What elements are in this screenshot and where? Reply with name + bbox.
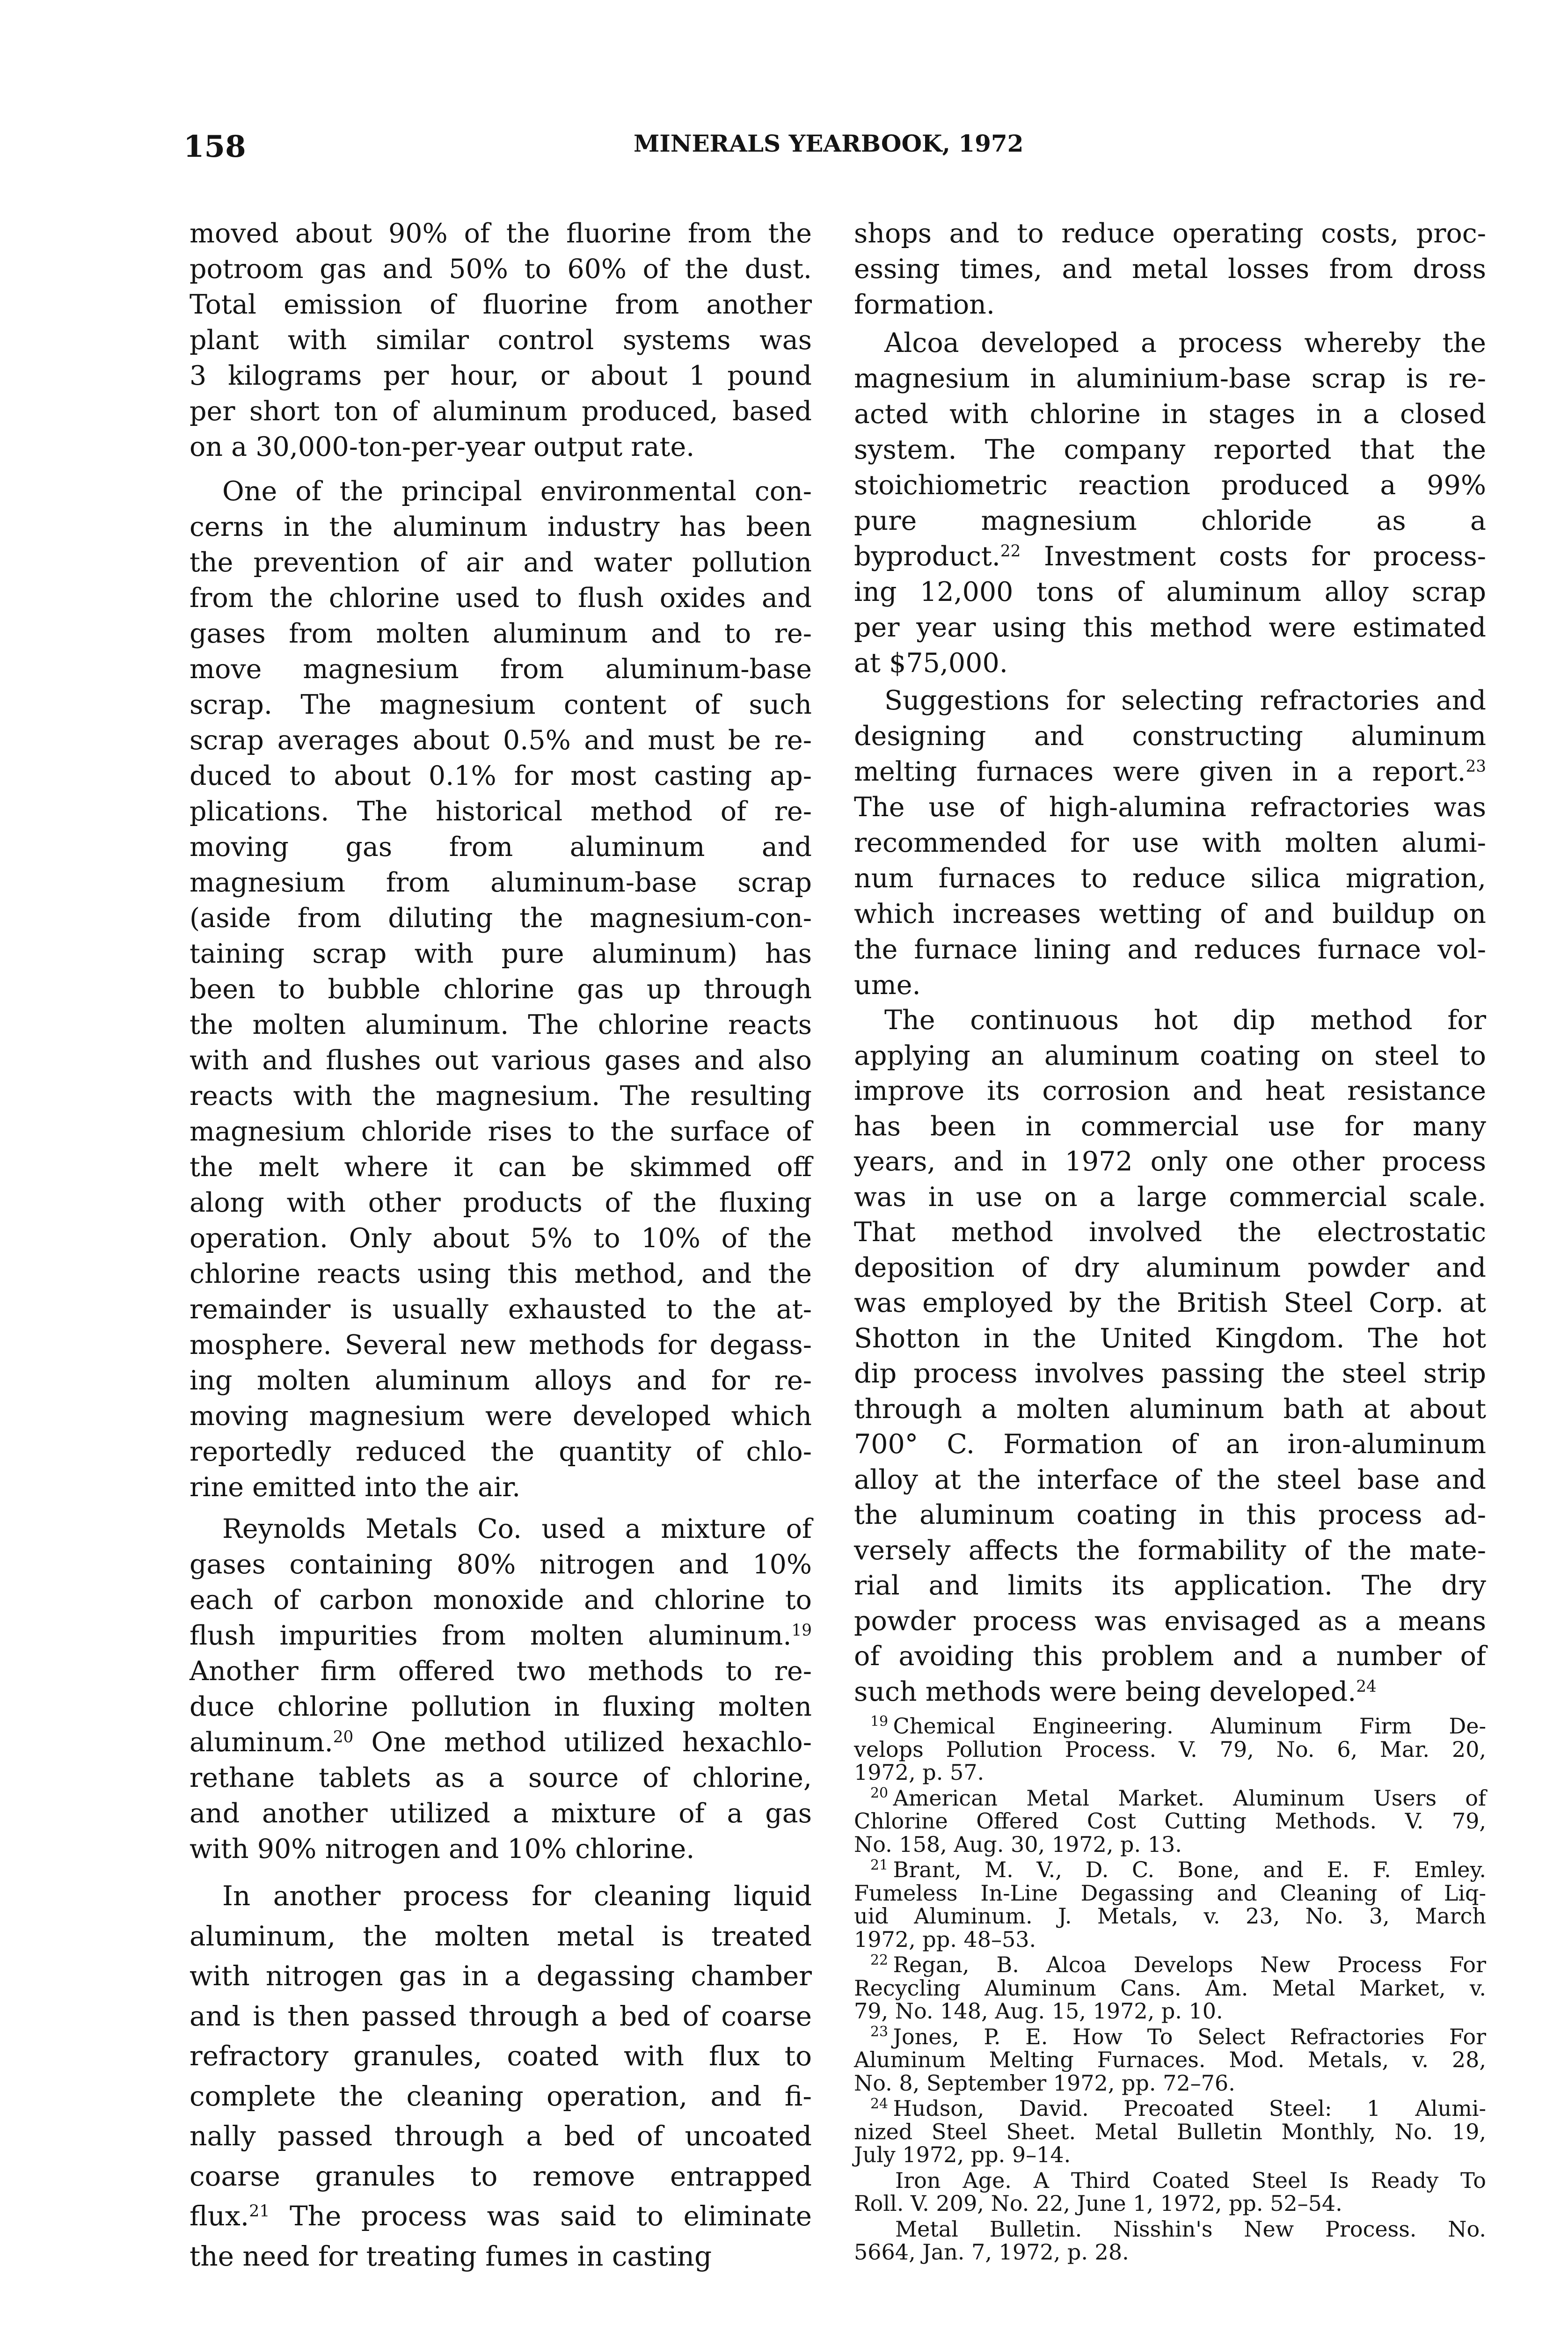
footnote-23 <box>854 2026 1486 2095</box>
text-line <box>854 1533 1486 1569</box>
text-line <box>190 1185 812 1221</box>
text-line <box>190 1292 812 1327</box>
text-line <box>854 610 1486 645</box>
text-line <box>190 2157 812 2197</box>
line-text: and another utilized a mixture of a gas <box>190 1798 812 1829</box>
text-line <box>190 794 812 829</box>
line-text: recommended for use with molten alumi- <box>854 827 1486 858</box>
text-line <box>190 972 812 1007</box>
line-text: Iron Age. A Third Coated Steel Is Ready To <box>895 2167 1486 2193</box>
text-line <box>190 758 812 794</box>
text-line <box>854 1568 1486 1604</box>
text-line <box>190 900 812 936</box>
line-text: July 1972, pp. 9–14. <box>854 2142 1071 2167</box>
left-column <box>190 0 812 2340</box>
line-text: years, and in 1972 only one other process <box>854 1146 1486 1177</box>
line-text: reportedly reduced the quantity of chlo- <box>190 1436 812 1467</box>
line-text: flush impurities from molten aluminum. <box>190 1620 792 1651</box>
footnote-24 <box>854 2097 1486 2167</box>
line-text: flux. <box>190 2200 249 2232</box>
line-text: with nitrogen gas in a degassing chamber <box>190 1960 812 1992</box>
text-line <box>854 2143 1486 2167</box>
line-text: aluminum, the molten metal is treated <box>190 1920 812 1952</box>
left-paragraph-4 <box>190 1876 812 2276</box>
text-line <box>190 251 812 287</box>
text-line <box>190 509 812 545</box>
line-text: Chlorine Offered Cost Cutting Methods. V. 79, <box>854 1808 1486 1834</box>
text-line <box>190 1725 812 1760</box>
line-text: versely affects the formability of the mate- <box>854 1535 1486 1566</box>
footnote-number: 22 <box>870 1952 889 1968</box>
line-text: moving gas from aluminum and <box>190 832 812 863</box>
line-text: coarse granules to remove entrapped <box>190 2160 812 2192</box>
line-text: gases containing 80% nitrogen and 10% <box>190 1549 812 1580</box>
text-line <box>190 474 812 509</box>
line-text: improve its corrosion and heat resistance <box>854 1075 1486 1106</box>
text-line <box>854 503 1486 539</box>
text-line <box>854 1953 1486 1977</box>
line-text: Fumeless In-Line Degassing and Cleaning of Liq- <box>854 1880 1486 1906</box>
text-line <box>190 1007 812 1043</box>
text-line <box>854 1977 1486 2000</box>
text-line <box>854 754 1486 790</box>
text-line <box>190 2036 812 2077</box>
text-line <box>854 645 1486 681</box>
page-number: 158 <box>183 129 246 164</box>
line-text: the melt where it can be skimmed off <box>190 1152 812 1183</box>
right-paragraph-4 <box>854 1003 1486 1710</box>
footnote-reference: 22 <box>1000 542 1021 561</box>
footnotes <box>854 1715 1486 2264</box>
footnote-reference: 20 <box>333 1728 354 1747</box>
text-line <box>854 2000 1486 2023</box>
line-text: through a molten aluminum bath at about <box>854 1393 1486 1425</box>
line-text: and is then passed through a bed of coarse <box>190 2000 812 2032</box>
text-line <box>190 2196 812 2237</box>
line-text: duced to about 0.1% for most casting ap- <box>190 760 812 791</box>
text-line <box>190 545 812 580</box>
text-line <box>854 2026 1486 2049</box>
text-line <box>854 216 1486 251</box>
line-text: applying an aluminum coating on steel to <box>854 1040 1486 1071</box>
line-text: No. 158, Aug. 30, 1972, p. 13. <box>854 1831 1182 1857</box>
text-line <box>190 1582 812 1618</box>
text-line <box>854 1639 1486 1675</box>
line-text: alloy at the interface of the steel base and <box>854 1464 1486 1495</box>
text-line <box>854 1144 1486 1180</box>
line-text: complete the cleaning operation, and fi- <box>190 2080 812 2112</box>
line-text: 5664, Jan. 7, 1972, p. 28. <box>854 2239 1129 2265</box>
text-line <box>854 2192 1486 2216</box>
right-paragraph-2 <box>854 325 1486 681</box>
left-paragraph-2 <box>190 474 812 1505</box>
text-line <box>190 1653 812 1689</box>
line-text: nized Steel Sheet. Metal Bulletin Monthly, No. 19, <box>854 2119 1486 2144</box>
footnote-number: 20 <box>870 1785 889 1802</box>
text-line <box>854 1858 1486 1882</box>
text-line <box>190 394 812 429</box>
line-text: with and flushes out various gases and also <box>190 1045 812 1076</box>
text-line <box>854 1109 1486 1145</box>
line-text: moving magnesium were developed which <box>190 1401 812 1432</box>
line-text: the need for treating fumes in casting <box>190 2240 712 2272</box>
line-text: shops and to reduce operating costs, proc- <box>854 218 1486 249</box>
text-line <box>190 1256 812 1292</box>
text-line <box>854 539 1486 574</box>
text-line <box>190 1470 812 1505</box>
line-text: duce chlorine pollution in fluxing molten <box>190 1691 812 1722</box>
line-text: taining scrap with pure aluminum) has <box>190 938 812 969</box>
line-text: plications. The historical method of re- <box>190 796 812 827</box>
line-text: from the chlorine used to flush oxides and <box>190 583 812 614</box>
line-text: ing 12,000 tons of aluminum alloy scrap <box>854 577 1486 607</box>
line-text: 79, No. 148, Aug. 15, 1972, p. 10. <box>854 1998 1223 2024</box>
text-line <box>190 1149 812 1185</box>
text-line <box>854 2072 1486 2095</box>
line-text: on a 30,000-ton-per-year output rate. <box>190 431 695 462</box>
line-text: deposition of dry aluminum powder and <box>854 1252 1486 1283</box>
text-line <box>854 1675 1486 1710</box>
text-line <box>854 1882 1486 1905</box>
text-line <box>854 2048 1486 2072</box>
right-column <box>854 0 1486 2340</box>
line-text: Hudson, David. Precoated Steel: 1 Alumi- <box>893 2096 1486 2121</box>
line-text: magnesium from aluminum-base scrap <box>190 867 812 898</box>
text-line <box>854 1905 1486 1928</box>
text-line <box>854 1038 1486 1074</box>
text-line <box>854 967 1486 1003</box>
text-line <box>190 1114 812 1149</box>
line-text: rethane tablets as a source of chlorine, <box>190 1762 812 1793</box>
left-paragraph-3 <box>190 1511 812 1867</box>
text-line <box>190 2116 812 2157</box>
line-text: melting furnaces were given in a report. <box>854 756 1466 787</box>
line-text: 700° C. Formation of an iron-aluminum <box>854 1429 1486 1460</box>
line-text: formation. <box>854 289 995 320</box>
line-text: nally passed through a bed of uncoated <box>190 2120 812 2152</box>
footnote-number: 21 <box>870 1857 889 1873</box>
text-line <box>190 1760 812 1796</box>
line-text: plant with similar control systems was <box>190 325 812 356</box>
line-text: Investment costs for process- <box>1021 541 1486 572</box>
line-text: designing and constructing aluminum <box>854 721 1486 752</box>
line-text: Regan, B. Alcoa Develops New Process For <box>893 1952 1486 1977</box>
left-paragraph-1 <box>190 216 812 465</box>
line-text: pure magnesium chloride as a <box>854 505 1486 536</box>
line-text: with 90% nitrogen and 10% chlorine. <box>190 1834 695 1865</box>
text-line <box>854 825 1486 861</box>
footnote-number: 23 <box>870 2024 889 2040</box>
text-line <box>854 2121 1486 2144</box>
line-text: scrap averages about 0.5% and must be re- <box>190 725 812 756</box>
line-text: 1972, p. 57. <box>854 1760 985 1785</box>
line-text: num furnaces to reduce silica migration, <box>854 863 1486 894</box>
line-text: refractory granules, coated with flux to <box>190 2040 812 2072</box>
line-text: uid Aluminum. J. Metals, v. 23, No. 3, March <box>854 1903 1486 1929</box>
text-line <box>854 1761 1486 1784</box>
line-text: scrap. The magnesium content of such <box>190 689 812 720</box>
line-text: been to bubble chlorine gas up through <box>190 974 812 1005</box>
line-text: American Metal Market. Aluminum Users of <box>893 1785 1486 1811</box>
text-line <box>854 432 1486 468</box>
running-title: MINERALS YEARBOOK, 1972 <box>634 130 1024 157</box>
line-text: per short ton of aluminum produced, based <box>190 396 812 427</box>
text-line <box>854 1604 1486 1639</box>
right-paragraph-3 <box>854 683 1486 1003</box>
line-text: (aside from diluting the magnesium-con- <box>190 903 812 934</box>
text-line <box>854 1250 1486 1286</box>
text-line <box>854 896 1486 932</box>
text-line <box>854 1738 1486 1762</box>
line-text: Aluminum Melting Furnaces. Mod. Metals, v. 28, <box>854 2047 1486 2072</box>
text-line <box>190 1796 812 1831</box>
text-line <box>854 718 1486 754</box>
line-text: chlorine reacts using this method, and the <box>190 1258 812 1289</box>
footnote-reference: 19 <box>791 1621 812 1640</box>
text-line <box>190 429 812 465</box>
line-text: at $75,000. <box>854 648 1008 679</box>
text-line <box>854 861 1486 896</box>
text-line <box>854 468 1486 503</box>
text-line <box>854 1321 1486 1357</box>
text-line <box>854 396 1486 432</box>
text-line <box>854 1787 1486 1810</box>
line-text: That method involved the electrostatic <box>854 1217 1486 1248</box>
text-line <box>190 1956 812 1996</box>
line-text: remainder is usually exhausted to the at- <box>190 1294 812 1325</box>
line-text: gases from molten aluminum and to re- <box>190 618 812 649</box>
line-text: In another process for cleaning liquid <box>222 1880 812 1912</box>
text-line <box>854 932 1486 967</box>
text-line <box>190 936 812 972</box>
footnote-19 <box>854 1715 1486 1784</box>
line-text: Suggestions for selecting refractories and <box>884 685 1486 716</box>
line-text: system. The company reported that the <box>854 434 1486 465</box>
line-text: The use of high-alumina refractories was <box>854 792 1486 823</box>
text-line <box>190 1327 812 1363</box>
footnote-22 <box>854 1953 1486 2023</box>
line-text: per year using this method were estimated <box>854 612 1486 643</box>
line-text: moved about 90% of the fluorine from the <box>190 218 812 249</box>
text-line <box>854 2218 1486 2241</box>
line-text: mosphere. Several new methods for degass- <box>190 1330 812 1360</box>
text-line <box>190 1363 812 1398</box>
line-text: rine emitted into the air. <box>190 1472 521 1503</box>
text-line <box>190 1434 812 1470</box>
text-line <box>190 1221 812 1256</box>
text-line <box>854 2169 1486 2193</box>
line-text: Total emission of fluorine from another <box>190 289 812 320</box>
text-line <box>190 1876 812 1916</box>
footnote-20 <box>854 1787 1486 1857</box>
text-line <box>854 683 1486 718</box>
text-line <box>190 1831 812 1867</box>
footnote-21 <box>854 1858 1486 1951</box>
line-text: essing times, and metal losses from dross <box>854 254 1486 285</box>
line-text: byproduct. <box>854 541 1000 572</box>
text-line <box>190 687 812 723</box>
line-text: has been in commercial use for many <box>854 1111 1486 1142</box>
text-line <box>854 1810 1486 1833</box>
line-text: velops Pollution Process. V. 79, No. 6, Mar. 20, <box>854 1736 1486 1762</box>
text-line <box>190 616 812 651</box>
line-text: was employed by the British Steel Corp. at <box>854 1287 1486 1318</box>
line-text: acted with chlorine in stages in a closed <box>854 399 1486 430</box>
line-text: ing molten aluminum alloys and for re- <box>190 1365 812 1396</box>
text-line <box>190 580 812 616</box>
line-text: was in use on a large commercial scale. <box>854 1181 1486 1213</box>
text-line <box>854 1427 1486 1462</box>
line-text: the prevention of air and water pollution <box>190 547 812 578</box>
line-text: Brant, M. V., D. C. Bone, and E. F. Emley. <box>893 1857 1486 1882</box>
line-text: One of the principal environmental con- <box>222 476 812 507</box>
line-text: which increases wetting of and buildup on <box>854 899 1486 929</box>
text-line <box>854 1833 1486 1857</box>
footnote-reference: 23 <box>1466 757 1486 776</box>
text-line <box>854 1498 1486 1533</box>
footnote-metal-bulletin <box>854 2218 1486 2264</box>
line-text: One method utilized hexachlo- <box>353 1727 812 1758</box>
text-line <box>190 1618 812 1653</box>
text-line <box>190 2077 812 2117</box>
text-line <box>190 829 812 865</box>
line-text: of avoiding this problem and a number of <box>854 1641 1486 1672</box>
text-line <box>190 1916 812 1957</box>
text-line <box>190 1398 812 1434</box>
text-line <box>190 651 812 687</box>
line-text: Shotton in the United Kingdom. The hot <box>854 1323 1486 1354</box>
text-line <box>190 1547 812 1582</box>
text-line <box>854 1392 1486 1427</box>
line-text: Another firm offered two methods to re- <box>190 1656 812 1687</box>
text-line <box>190 2237 812 2277</box>
text-line <box>854 1215 1486 1250</box>
footnote-reference: 21 <box>249 2201 270 2221</box>
footnote-iron-age <box>854 2169 1486 2216</box>
text-line <box>190 865 812 900</box>
text-line <box>854 1286 1486 1321</box>
line-text: magnesium chloride rises to the surface of <box>190 1116 812 1147</box>
line-text: dip process involves passing the steel strip <box>854 1358 1486 1389</box>
right-paragraph-1 <box>854 216 1486 322</box>
text-line <box>854 1715 1486 1738</box>
line-text: the furnace lining and reduces furnace vol- <box>854 934 1486 965</box>
line-text: move magnesium from aluminum-base <box>190 654 812 685</box>
line-text: Roll. V. 209, No. 22, June 1, 1972, pp. 52–54. <box>854 2191 1342 2216</box>
text-line <box>854 251 1486 287</box>
text-line <box>190 216 812 251</box>
line-text: such methods were being developed. <box>854 1676 1357 1707</box>
text-line <box>854 287 1486 322</box>
line-text: Metal Bulletin. Nisshin's New Process. No. <box>895 2216 1486 2242</box>
line-text: potroom gas and 50% to 60% of the dust. <box>190 254 812 285</box>
text-line <box>190 1511 812 1547</box>
line-text: stoichiometric reaction produced a 99% <box>854 470 1486 501</box>
text-line <box>190 358 812 394</box>
line-text: Alcoa developed a process whereby the <box>884 328 1486 358</box>
line-text: reacts with the magnesium. The resulting <box>190 1081 812 1112</box>
line-text: the aluminum coating in this process ad- <box>854 1499 1486 1530</box>
text-line <box>854 325 1486 361</box>
text-line <box>854 1003 1486 1038</box>
footnote-number: 19 <box>870 1713 889 1730</box>
footnote-reference: 24 <box>1356 1677 1377 1696</box>
text-line <box>190 322 812 358</box>
line-text: cerns in the aluminum industry has been <box>190 512 812 542</box>
line-text: powder process was envisaged as a means <box>854 1605 1486 1637</box>
line-text: rial and limits its application. The dry <box>854 1570 1486 1601</box>
line-text: 1972, pp. 48–53. <box>854 1926 1036 1952</box>
line-text: The process was said to eliminate <box>270 2200 812 2232</box>
text-line <box>190 1996 812 2037</box>
text-line <box>190 723 812 758</box>
text-line <box>854 1356 1486 1392</box>
text-line <box>854 1462 1486 1498</box>
footnote-number: 24 <box>870 2095 889 2112</box>
line-text: along with other products of the fluxing <box>190 1187 812 1218</box>
line-text: 3 kilograms per hour, or about 1 pound <box>190 360 812 391</box>
text-line <box>190 1689 812 1725</box>
line-text: Reynolds Metals Co. used a mixture of <box>222 1514 812 1544</box>
text-line <box>190 1078 812 1114</box>
text-line <box>854 790 1486 825</box>
text-line <box>854 1074 1486 1109</box>
text-line <box>854 2097 1486 2121</box>
line-text: ume. <box>854 970 921 1001</box>
line-text: the molten aluminum. The chlorine reacts <box>190 1009 812 1040</box>
text-line <box>854 2241 1486 2264</box>
line-text: magnesium in aluminium-base scrap is re- <box>854 363 1486 394</box>
text-line <box>854 574 1486 610</box>
line-text: operation. Only about 5% to 10% of the <box>190 1223 812 1254</box>
line-text: The continuous hot dip method for <box>884 1005 1486 1036</box>
text-line <box>854 1928 1486 1952</box>
text-line <box>190 1043 812 1078</box>
line-text: Recycling Aluminum Cans. Am. Metal Market, v. <box>854 1975 1486 2001</box>
line-text: Chemical Engineering. Aluminum Firm De- <box>893 1713 1486 1739</box>
line-text: aluminum. <box>190 1727 333 1758</box>
line-text: Jones, P. E. How To Select Refractories For <box>893 2024 1486 2049</box>
text-line <box>854 361 1486 396</box>
text-line <box>854 1180 1486 1215</box>
line-text: No. 8, September 1972, pp. 72–76. <box>854 2070 1235 2096</box>
text-line <box>190 287 812 322</box>
line-text: each of carbon monoxide and chlorine to <box>190 1585 812 1616</box>
